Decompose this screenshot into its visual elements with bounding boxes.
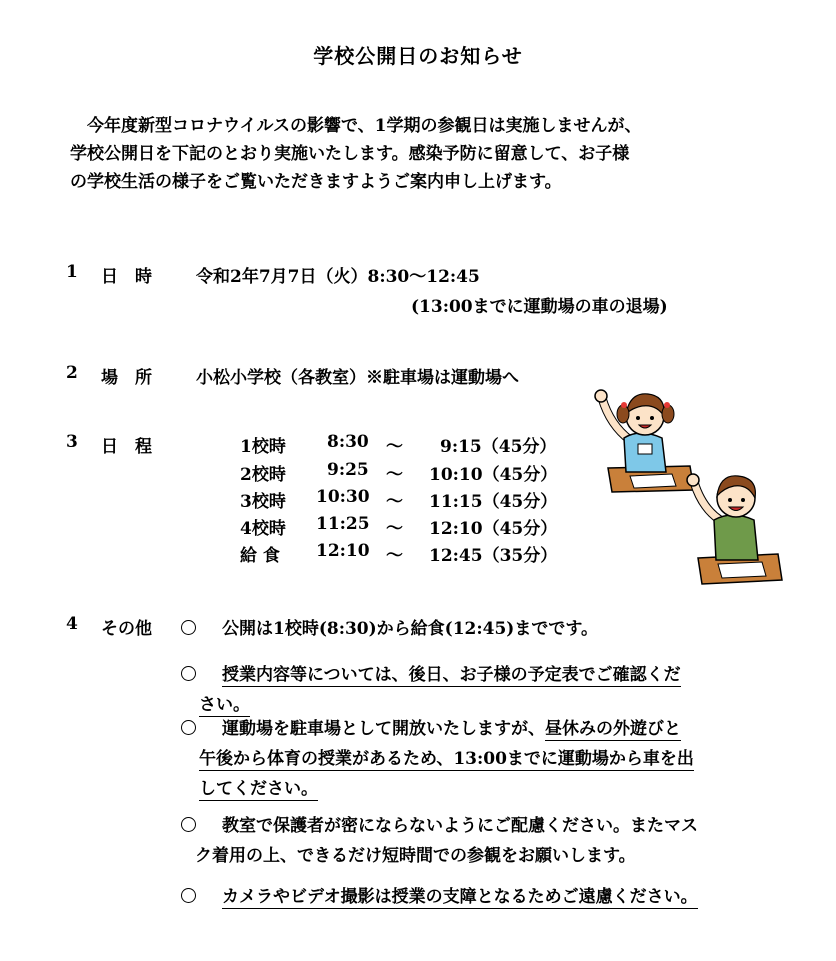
- tilde: ～: [386, 519, 403, 539]
- other-item-5: [181, 882, 698, 907]
- notebook-icon: [630, 474, 676, 488]
- period-end: 11:15（45分）: [429, 492, 558, 512]
- boy-student-icon: [687, 474, 782, 584]
- schedule-row: [0, 487, 600, 511]
- tilde: ～: [386, 546, 403, 566]
- section-label: 場 所: [101, 368, 152, 388]
- period-end: 9:15（45分）: [440, 437, 557, 457]
- period-name: 4校時: [240, 519, 286, 539]
- section-label: 日 程: [101, 437, 152, 457]
- other-item-text: さい。: [199, 695, 250, 715]
- section-label: その他: [101, 619, 152, 639]
- period-end: 10:10（45分）: [429, 465, 558, 485]
- other-item-text: ク着用の上、できるだけ短時間での参観をお願いします。: [195, 846, 636, 866]
- period-name: 2校時: [240, 465, 286, 485]
- other-item-text: 授業内容等については、後日、お子様の予定表でご確認くだ: [222, 665, 681, 685]
- intro-line-3: の学校生活の様子をご覧いただきますようご案内申し上げます。: [70, 172, 562, 192]
- other-item-text: 運動場を駐車場として開放いたしますが、: [222, 719, 545, 739]
- other-item-1: [181, 614, 598, 639]
- period-end: 12:10（45分）: [429, 519, 558, 539]
- circle-bullet-icon: [181, 666, 196, 681]
- other-item-text-underlined: してください。: [199, 779, 318, 799]
- period-start: 10:30: [316, 487, 370, 507]
- tilde: ～: [386, 492, 403, 512]
- circle-bullet-icon: [181, 888, 196, 903]
- other-item-text: 公開は1校時(8:30)から給食(12:45)までです。: [222, 619, 598, 639]
- other-item-text: 教室で保護者が密にならないようにご配慮ください。またマス: [222, 816, 698, 836]
- other-item-3: [181, 714, 694, 799]
- notebook-icon: [718, 562, 766, 578]
- period-name: 給 食: [240, 546, 280, 566]
- other-item-text-underlined: カメラやビデオ撮影は授業の支障となるためご遠慮ください。: [222, 887, 698, 907]
- circle-bullet-icon: [181, 817, 196, 832]
- other-item-4: [181, 811, 698, 866]
- section-date: [0, 262, 836, 286]
- page-title: 学校公開日のお知らせ: [313, 44, 523, 68]
- other-item-text-underlined: 昼休みの外遊びと: [545, 719, 681, 739]
- place-value: 小松小学校（各教室）※駐車場は運動場へ: [196, 368, 519, 388]
- period-end: 12:45（35分）: [429, 546, 558, 566]
- schedule-row: [0, 460, 600, 484]
- intro-paragraph: [70, 112, 770, 196]
- students-raising-hands-illustration: [590, 380, 790, 590]
- schedule-row: [0, 541, 600, 565]
- period-name: 1校時: [240, 437, 286, 457]
- date-note: (13:00までに運動場の車の退場): [411, 297, 668, 317]
- section-number: 2: [66, 363, 78, 383]
- period-start: 12:10: [316, 541, 370, 561]
- period-start: 11:25: [316, 514, 370, 534]
- girl-student-icon: [595, 390, 694, 492]
- other-item-2: [181, 660, 681, 715]
- section-other: [0, 614, 836, 638]
- intro-line-1: 今年度新型コロナウイルスの影響で、1学期の参観日は実施しませんが、: [87, 116, 642, 136]
- tilde: ～: [386, 437, 403, 457]
- period-start: 9:25: [327, 460, 369, 480]
- other-item-text-underlined: 午後から体育の授業があるため、13:00までに運動場から車を出: [199, 749, 694, 769]
- circle-bullet-icon: [181, 620, 196, 635]
- tilde: ～: [386, 465, 403, 485]
- schedule-row: [0, 514, 600, 538]
- section-number: 3: [66, 432, 78, 452]
- date-value: 令和2年7月7日（火）8:30～12:45: [196, 267, 480, 287]
- period-start: 8:30: [327, 432, 369, 452]
- period-name: 3校時: [240, 492, 286, 512]
- section-number: 1: [66, 262, 78, 282]
- intro-line-2: 学校公開日を下記のとおり実施いたします。感染予防に留意して、お子様: [70, 144, 630, 164]
- section-number: 4: [66, 614, 78, 634]
- circle-bullet-icon: [181, 720, 196, 735]
- section-label: 日 時: [101, 267, 152, 287]
- schedule-row: [0, 432, 600, 456]
